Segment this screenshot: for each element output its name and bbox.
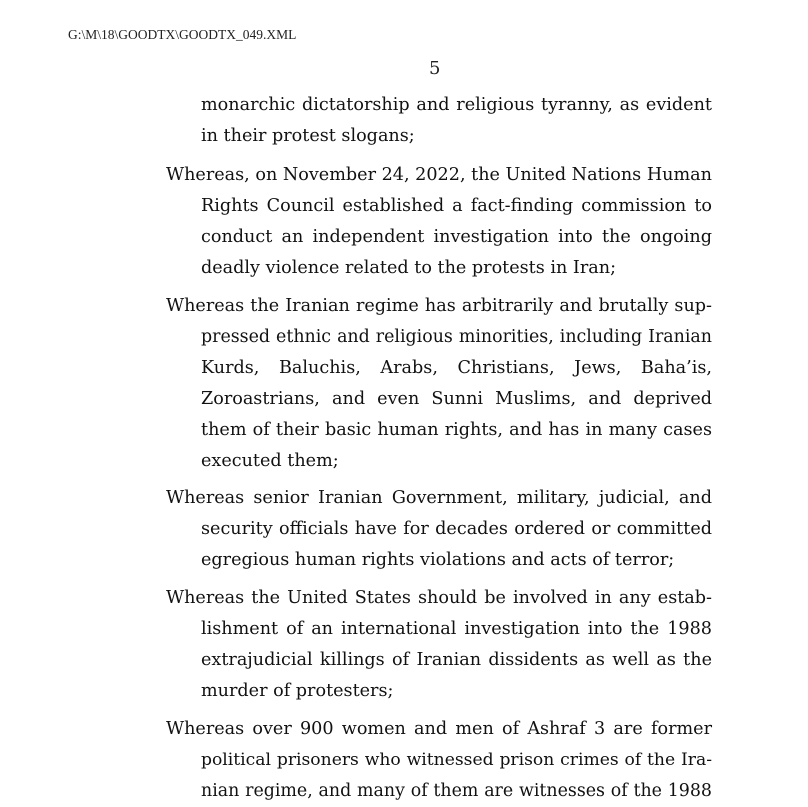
text-line: nian regime, and many of them are witnesses of the 1988 (201, 781, 712, 801)
page-number: 5 (429, 58, 441, 79)
whereas-clause (166, 714, 712, 807)
whereas-clause (166, 291, 712, 477)
text-line: political prisoners who witnessed prison crimes of the Ira- (201, 750, 712, 770)
text-line: Whereas, on November 24, 2022, the United Nations Human (166, 165, 712, 185)
whereas-clause (166, 483, 712, 576)
text-line: Whereas senior Iranian Government, military, judicial, and (166, 488, 712, 508)
text-line: Zoroastrians, and even Sunni Muslims, and deprived (201, 389, 712, 409)
text-line: Whereas over 900 women and men of Ashraf 3 are former (166, 719, 712, 739)
whereas-clause (166, 583, 712, 707)
text-line: Whereas the Iranian regime has arbitrarily and brutally sup- (166, 296, 712, 316)
file-path: G:\M\18\GOODTX\GOODTX_049.XML (68, 27, 297, 42)
text-line: security officials have for decades ordered or committed (201, 519, 712, 539)
text-line: executed them; (201, 451, 339, 471)
text-line: Rights Council established a fact-finding commission to (201, 196, 712, 216)
text-line: Whereas the United States should be involved in any estab- (166, 588, 712, 608)
text-line: in their protest slogans; (201, 126, 415, 146)
text-line: murder of protesters; (201, 681, 394, 701)
text-line: egregious human rights violations and acts of terror; (201, 550, 675, 570)
paragraph-continuation (166, 90, 712, 152)
text-line: them of their basic human rights, and has in many cases (201, 420, 712, 440)
text-line: monarchic dictatorship and religious tyranny, as evident (201, 95, 712, 115)
whereas-clause (166, 160, 712, 284)
text-line: Kurds, Baluchis, Arabs, Christians, Jews, Baha’is, (201, 358, 712, 378)
text-line: pressed ethnic and religious minorities, including Iranian (201, 327, 712, 347)
text-line: deadly violence related to the protests in Iran; (201, 258, 617, 278)
text-line: lishment of an international investigation into the 1988 (201, 619, 712, 639)
text-line: conduct an independent investigation into the ongoing (201, 227, 712, 247)
text-line: extrajudicial killings of Iranian dissidents as well as the (201, 650, 712, 670)
